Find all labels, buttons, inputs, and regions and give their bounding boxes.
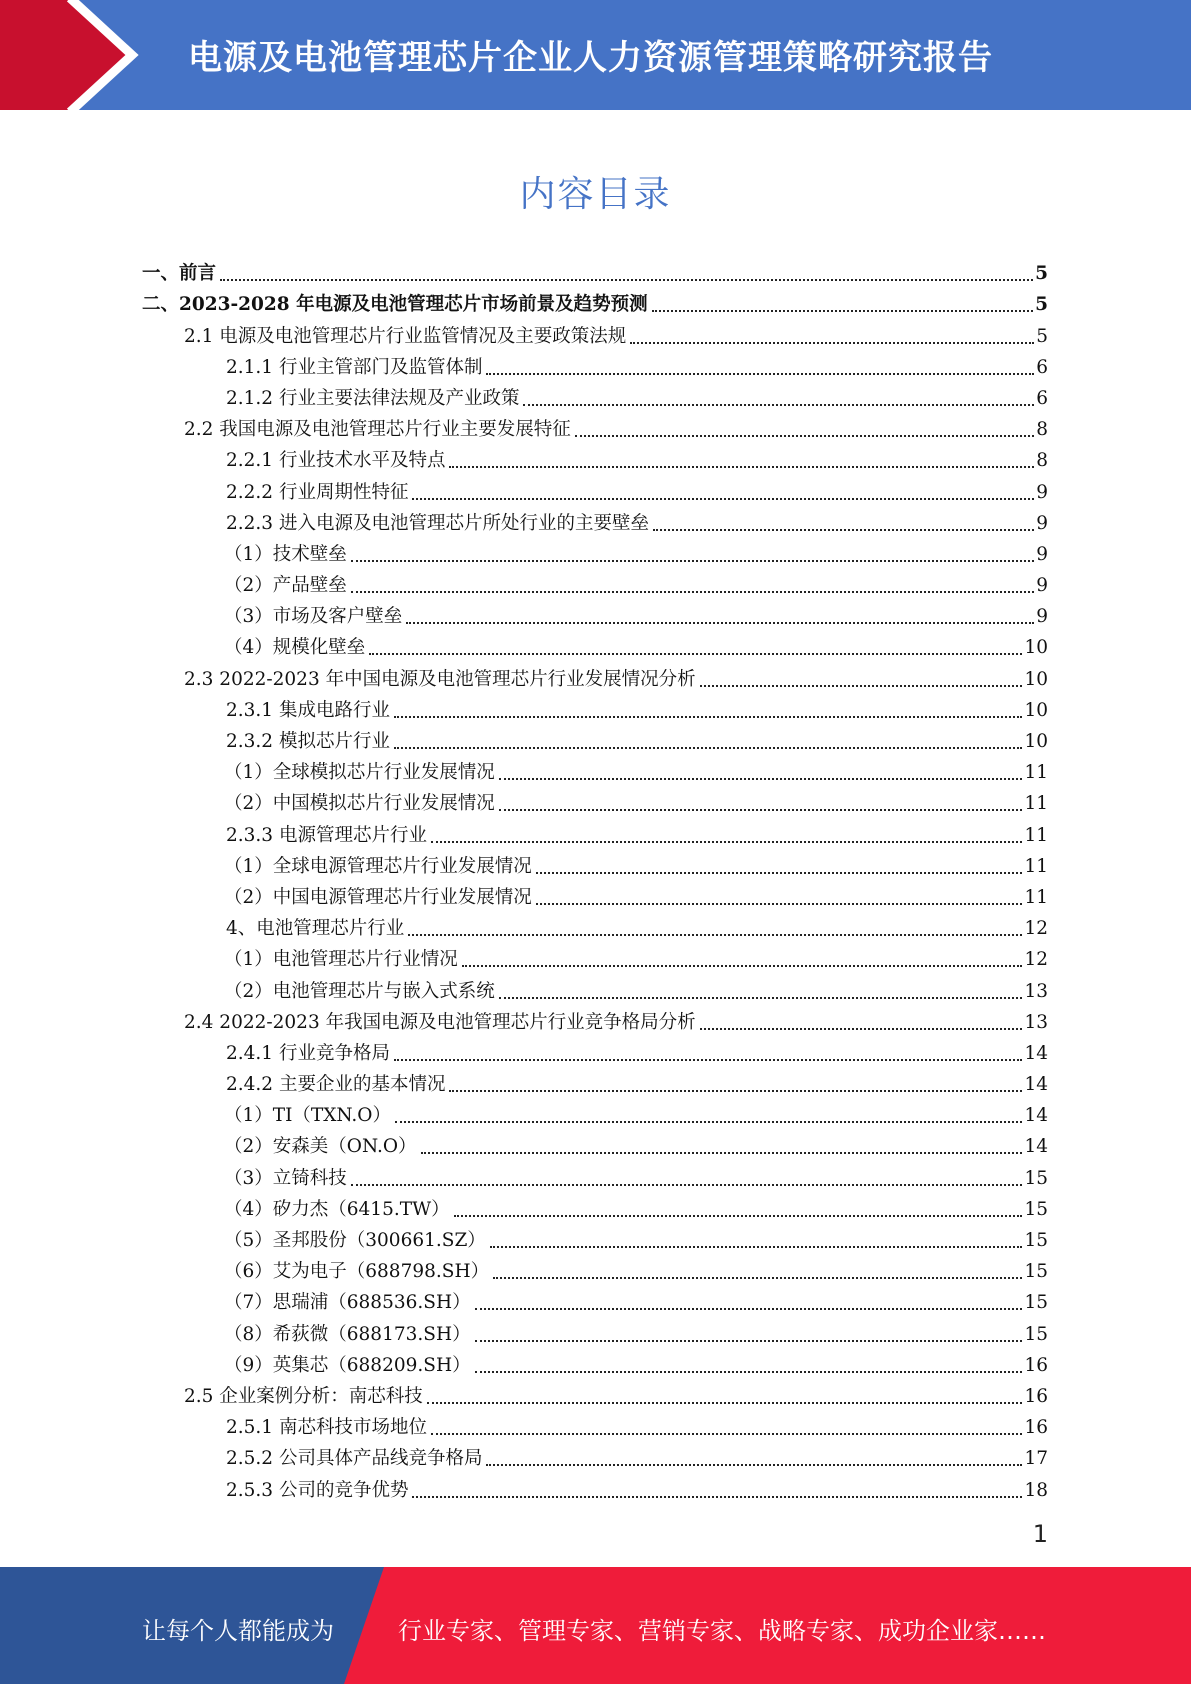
toc-leader-dots xyxy=(220,279,1033,281)
toc-entry-label: （1）技术壁垒 xyxy=(224,543,347,565)
toc-entry-label: 2.3 2022-2023 年中国电源及电池管理芯片行业发展情况分析 xyxy=(184,668,696,690)
toc-entry-label: 2.2.1 行业技术水平及特点 xyxy=(226,450,446,472)
toc-entry[interactable] xyxy=(142,1003,1048,1034)
toc-entry-page: 10 xyxy=(1024,731,1048,752)
toc-entry[interactable] xyxy=(142,1346,1048,1377)
toc-entry-label: （2）电池管理芯片与嵌入式系统 xyxy=(224,980,495,1002)
toc-entry-page: 15 xyxy=(1024,1323,1048,1345)
toc-entry-label: 2.4.1 行业竞争格局 xyxy=(226,1042,390,1064)
toc-entry-label: （1）全球模拟芯片行业发展情况 xyxy=(224,762,495,784)
toc-entry-page: 11 xyxy=(1024,886,1048,908)
toc-leader-dots xyxy=(575,435,1034,437)
toc-leader-dots xyxy=(523,404,1034,406)
toc-entry-label: （9）英集芯（688209.SH） xyxy=(224,1354,471,1376)
toc-entry[interactable] xyxy=(142,379,1048,410)
toc-entry[interactable] xyxy=(142,1470,1048,1501)
page-number: 1 xyxy=(1032,1520,1048,1548)
toc-entry-page: 11 xyxy=(1024,762,1048,784)
toc-entry[interactable] xyxy=(142,1283,1048,1314)
report-title: 电源及电池管理芯片企业人力资源管理策略研究报告 xyxy=(188,38,993,78)
toc-entry[interactable] xyxy=(142,909,1048,940)
toc-entry-label: 2.2.3 进入电源及电池管理芯片所处行业的主要壁垒 xyxy=(226,512,649,534)
toc-entry-page: 10 xyxy=(1024,699,1048,721)
toc-entry-page: 8 xyxy=(1036,450,1048,472)
toc-entry[interactable] xyxy=(142,348,1048,379)
toc-entry[interactable] xyxy=(142,597,1048,628)
toc-entry[interactable] xyxy=(142,1408,1048,1439)
toc-leader-dots xyxy=(351,560,1034,562)
toc-entry-label: 2.2 我国电源及电池管理芯片行业主要发展特征 xyxy=(184,419,571,441)
toc-leader-dots xyxy=(449,466,1034,468)
toc-entry-page: 14 xyxy=(1024,1074,1048,1096)
toc-leader-dots xyxy=(369,653,1022,655)
page-header-band xyxy=(0,0,1191,110)
toc-leader-dots xyxy=(475,1308,1023,1310)
toc-leader-dots xyxy=(431,841,1022,843)
table-of-contents xyxy=(142,254,1048,1502)
toc-entry-label: 2.3.2 模拟芯片行业 xyxy=(226,731,390,752)
toc-leader-dots xyxy=(395,1121,1022,1123)
toc-entry-page: 12 xyxy=(1024,918,1048,940)
toc-entry-label: （1）全球电源管理芯片行业发展情况 xyxy=(224,855,532,877)
toc-entry[interactable] xyxy=(142,504,1048,535)
toc-entry-label: 二、2023-2028 年电源及电池管理芯片市场前景及趋势预测 xyxy=(142,294,648,316)
toc-entry-label: （3）立锜科技 xyxy=(224,1167,347,1189)
toc-entry-label: （4）规模化壁垒 xyxy=(224,637,366,659)
toc-entry[interactable] xyxy=(142,1314,1048,1345)
toc-leader-dots xyxy=(462,965,1023,967)
toc-entry-label: （1）电池管理芯片行业情况 xyxy=(224,949,458,971)
toc-entry-page: 13 xyxy=(1024,1011,1048,1033)
toc-leader-dots xyxy=(653,529,1034,531)
toc-entry[interactable] xyxy=(142,254,1048,285)
toc-entry-page: 16 xyxy=(1024,1417,1048,1439)
toc-entry[interactable] xyxy=(142,1034,1048,1065)
toc-leader-dots xyxy=(421,1152,1023,1154)
toc-entry-label: 2.5.1 南芯科技市场地位 xyxy=(226,1417,427,1439)
toc-entry-page: 15 xyxy=(1024,1261,1048,1283)
toc-entry-label: （2）中国电源管理芯片行业发展情况 xyxy=(224,886,532,908)
toc-entry-page: 9 xyxy=(1036,481,1048,503)
toc-leader-dots xyxy=(536,872,1023,874)
toc-entry-page: 8 xyxy=(1036,419,1048,441)
toc-entry[interactable] xyxy=(142,659,1048,690)
toc-entry-page: 12 xyxy=(1024,949,1048,971)
toc-leader-dots xyxy=(652,310,1034,312)
toc-entry-page: 15 xyxy=(1024,1167,1048,1189)
toc-entry[interactable] xyxy=(142,971,1048,1002)
toc-entry-label: 2.1 电源及电池管理芯片行业监管情况及主要政策法规 xyxy=(184,325,627,347)
toc-entry-page: 5 xyxy=(1035,263,1048,285)
toc-leader-dots xyxy=(499,997,1023,999)
toc-entry-label: 2.1.1 行业主管部门及监管体制 xyxy=(226,356,483,378)
toc-entry-label: 2.4.2 主要企业的基本情况 xyxy=(226,1074,446,1096)
toc-entry-page: 6 xyxy=(1036,356,1048,378)
toc-entry-page: 15 xyxy=(1024,1198,1048,1220)
toc-entry-page: 11 xyxy=(1024,855,1048,877)
toc-leader-dots xyxy=(449,1090,1022,1092)
toc-entry-page: 15 xyxy=(1024,1230,1048,1251)
toc-entry-label: 2.2.2 行业周期性特征 xyxy=(226,481,409,503)
toc-entry[interactable] xyxy=(142,1190,1048,1221)
toc-entry-label: 2.1.2 行业主要法律法规及产业政策 xyxy=(226,387,520,409)
toc-entry[interactable] xyxy=(142,1158,1048,1189)
toc-leader-dots xyxy=(412,498,1034,500)
toc-leader-dots xyxy=(454,1215,1023,1217)
toc-entry[interactable] xyxy=(142,566,1048,597)
toc-leader-dots xyxy=(351,1184,1023,1186)
toc-entry-page: 16 xyxy=(1024,1385,1048,1407)
toc-entry[interactable] xyxy=(142,628,1048,659)
toc-entry[interactable] xyxy=(142,815,1048,846)
toc-entry-page: 5 xyxy=(1036,325,1048,347)
toc-entry-label: 2.3.1 集成电路行业 xyxy=(226,699,390,721)
toc-entry-label: 2.5 企业案例分析：南芯科技 xyxy=(184,1385,423,1407)
toc-entry[interactable] xyxy=(142,472,1048,503)
toc-leader-dots xyxy=(700,685,1023,687)
toc-entry[interactable] xyxy=(142,847,1048,878)
toc-entry[interactable] xyxy=(142,1127,1048,1158)
toc-leader-dots xyxy=(427,1402,1023,1404)
toc-heading: 内容目录 xyxy=(519,174,672,215)
toc-leader-dots xyxy=(630,342,1034,344)
toc-leader-dots xyxy=(394,716,1022,718)
toc-entry[interactable] xyxy=(142,1221,1048,1252)
toc-entry-page: 14 xyxy=(1024,1105,1048,1127)
toc-entry[interactable] xyxy=(142,753,1048,784)
toc-entry-page: 6 xyxy=(1036,387,1048,409)
toc-leader-dots xyxy=(412,1496,1022,1498)
toc-entry[interactable] xyxy=(142,722,1048,753)
toc-entry[interactable] xyxy=(142,1377,1048,1408)
toc-entry-label: （7）思瑞浦（688536.SH） xyxy=(224,1292,471,1314)
toc-entry[interactable] xyxy=(142,691,1048,722)
toc-leader-dots xyxy=(351,591,1034,593)
toc-leader-dots xyxy=(486,1464,1022,1466)
toc-entry[interactable] xyxy=(142,940,1048,971)
toc-entry-page: 10 xyxy=(1024,668,1048,690)
toc-entry[interactable] xyxy=(142,784,1048,815)
toc-entry-page: 14 xyxy=(1024,1136,1048,1158)
footer-slogan-left: 让每个人都能成为 xyxy=(142,1617,334,1645)
header-arrow-decoration xyxy=(0,0,160,110)
toc-entry-label: （5）圣邦股份（300661.SZ） xyxy=(224,1230,486,1251)
toc-entry-page: 9 xyxy=(1036,575,1048,597)
toc-entry-label: 一、前言 xyxy=(142,263,217,285)
toc-entry-page: 17 xyxy=(1024,1448,1048,1470)
toc-entry[interactable] xyxy=(142,410,1048,441)
toc-entry-label: （2）产品壁垒 xyxy=(224,575,347,597)
toc-entry-page: 9 xyxy=(1036,543,1048,565)
toc-entry-label: （4）矽力杰（6415.TW） xyxy=(224,1198,450,1220)
toc-entry[interactable] xyxy=(142,878,1048,909)
toc-leader-dots xyxy=(499,778,1023,780)
toc-entry[interactable] xyxy=(142,316,1048,347)
footer-slogan-right: 行业专家、管理专家、营销专家、战略专家、成功企业家…… xyxy=(398,1617,1046,1645)
toc-entry[interactable] xyxy=(142,535,1048,566)
toc-leader-dots xyxy=(475,1340,1023,1342)
toc-entry-page: 18 xyxy=(1024,1479,1048,1501)
toc-entry[interactable] xyxy=(142,1252,1048,1283)
toc-leader-dots xyxy=(700,1028,1023,1030)
toc-entry[interactable] xyxy=(142,285,1048,316)
toc-entry-label: （3）市场及客户壁垒 xyxy=(224,606,403,628)
toc-leader-dots xyxy=(394,1059,1022,1061)
toc-entry[interactable] xyxy=(142,441,1048,472)
toc-entry-page: 11 xyxy=(1024,824,1048,846)
toc-entry-page: 9 xyxy=(1036,606,1048,628)
toc-entry-label: 2.3.3 电源管理芯片行业 xyxy=(226,824,427,846)
toc-leader-dots xyxy=(490,1246,1023,1248)
toc-entry[interactable] xyxy=(142,1065,1048,1096)
toc-entry-page: 11 xyxy=(1024,793,1048,815)
toc-leader-dots xyxy=(493,1277,1022,1279)
toc-leader-dots xyxy=(536,903,1023,905)
toc-entry-label: （1）TI（TXN.O） xyxy=(224,1105,391,1127)
toc-entry[interactable] xyxy=(142,1096,1048,1127)
toc-entry-label: （2）安森美（ON.O） xyxy=(224,1136,417,1158)
toc-entry-label: 2.5.3 公司的竞争优势 xyxy=(226,1479,409,1501)
toc-entry-page: 9 xyxy=(1036,512,1048,534)
toc-leader-dots xyxy=(394,747,1022,749)
toc-entry-label: （2）中国模拟芯片行业发展情况 xyxy=(224,793,495,815)
toc-entry[interactable] xyxy=(142,1439,1048,1470)
toc-leader-dots xyxy=(431,1433,1022,1435)
toc-leader-dots xyxy=(486,373,1034,375)
page-footer-band xyxy=(0,1567,1191,1684)
toc-leader-dots xyxy=(475,1371,1023,1373)
toc-leader-dots xyxy=(406,622,1034,624)
toc-leader-dots xyxy=(408,934,1022,936)
toc-entry-page: 5 xyxy=(1035,294,1048,316)
toc-entry-page: 10 xyxy=(1024,637,1048,659)
toc-leader-dots xyxy=(499,809,1023,811)
toc-entry-label: （8）希荻微（688173.SH） xyxy=(224,1323,471,1345)
toc-entry-page: 16 xyxy=(1024,1354,1048,1376)
toc-entry-label: 4、电池管理芯片行业 xyxy=(226,918,405,940)
toc-entry-page: 13 xyxy=(1024,980,1048,1002)
toc-entry-label: 2.4 2022-2023 年我国电源及电池管理芯片行业竞争格局分析 xyxy=(184,1011,696,1033)
toc-entry-page: 14 xyxy=(1024,1042,1048,1064)
toc-entry-page: 15 xyxy=(1024,1292,1048,1314)
toc-entry-label: 2.5.2 公司具体产品线竞争格局 xyxy=(226,1448,483,1470)
toc-entry-label: （6）艾为电子（688798.SH） xyxy=(224,1261,490,1283)
